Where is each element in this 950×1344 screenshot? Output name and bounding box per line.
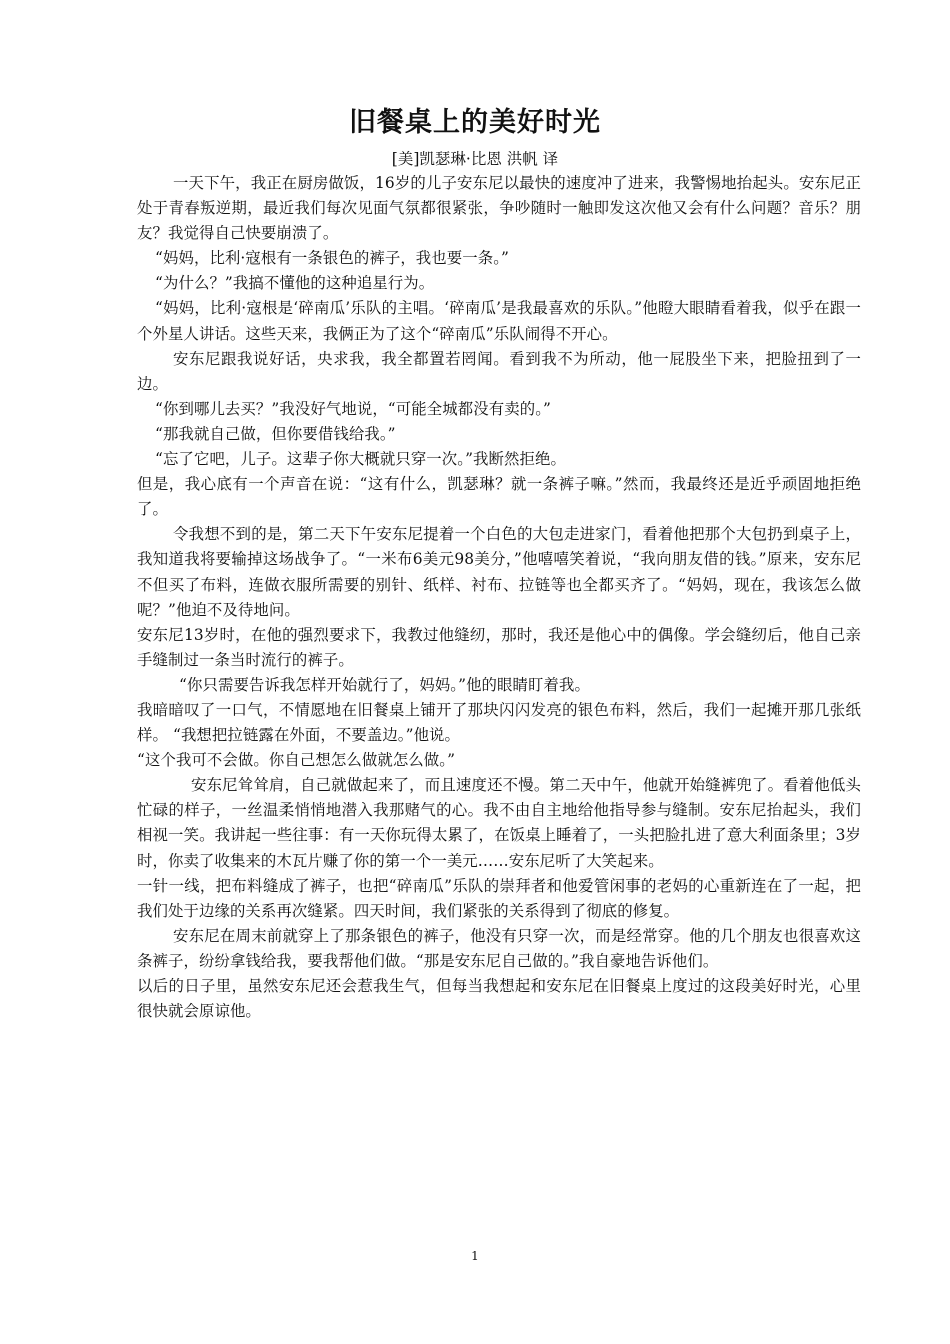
paragraph: 安东尼在周末前就穿上了那条银色的裤子，他没有只穿一次，而是经常穿。他的几个朋友也很喜欢这条裤子，纷纷拿钱给我，要我帮他们做。“那是安东尼自己做的。”我自豪地告诉他们。 (137, 926, 861, 970)
paragraph: 一针一线，把布料缝成了裤子，也把“碎南瓜”乐队的崇拜者和他爱管闲事的老妈的心重新连在了一起，把我们处于边缘的关系再次缝紧。四天时间，我们紧张的关系得到了彻底的修复。 (137, 876, 861, 920)
paragraph: 以后的日子里，虽然安东尼还会惹我生气，但每当我想起和安东尼在旧餐桌上度过的这段美好时光，心里很快就会原谅他。 (137, 977, 861, 1021)
paragraph: “那我就自己做，但你要借钱给我。” (155, 424, 396, 443)
paragraph: “为什么？”我搞不懂他的这种追星行为。 (155, 274, 435, 293)
paragraph: 安东尼13岁时，在他的强烈要求下，我教过他缝纫，那时，我还是他心中的偶像。学会缝纫后，他自己亲手缝制过一条当时流行的裤子。 (137, 625, 861, 669)
paragraph: 一天下午，我正在厨房做饭，16岁的儿子安东尼以最快的速度冲了进来，我警惕地抬起头。安东尼正处于青春叛逆期，最近我们每次见面气氛都很紧张，争吵随时一触即发这次他又会有什么问题？音乐？朋友？我觉得自己快要崩溃了。 (137, 174, 861, 243)
author-translator-byline: [美]凯瑟琳·比恩 洪帆 译 (391, 150, 559, 168)
paragraph: “妈妈，比利·寇根有一条银色的裤子，我也要一条。” (155, 249, 510, 268)
paragraph: “妈妈，比利·寇根是‘碎南瓜’乐队的主唱。‘碎南瓜’是我最喜欢的乐队。”他瞪大眼睛看着我，似乎在跟一个外星人讲话。这些天来，我俩正为了这个“碎南瓜”乐队闹得不开心。 (137, 299, 861, 343)
paragraph: “忘了它吧，儿子。这辈子你大概就只穿一次。”我断然拒绝。 (155, 450, 566, 469)
paragraph: 我暗暗叹了一口气，不情愿地在旧餐桌上铺开了那块闪闪发亮的银色布料，然后，我们一起摊开那几张纸样。 “我想把拉链露在外面，不要盖边。”他说。 (137, 700, 861, 745)
paragraph: “你只需要告诉我怎样开始就行了，妈妈。”他的眼睛盯着我。 (179, 675, 590, 694)
paragraph: 安东尼耸耸肩，自己就做起来了，而且速度还不慢。第二天中午，他就开始缝裤兜了。看着他低头忙碌的样子，一丝温柔悄悄地潜入我那赌气的心。我不由自主地给他指导参与缝制。安东尼抬起头，我们相视一笑。我讲起一些往事：有一天你玩得太累了，在饭桌上睡着了，一头把脸扎进了意大利面条里；3岁时，你卖了收集来的木瓦片赚了你的第一个一美元……安东尼听了大笑起来。 (137, 776, 861, 870)
paragraph: 安东尼跟我说好话，央求我，我全都置若罔闻。看到我不为所动，他一屁股坐下来，把脸扭到了一边。 (137, 349, 861, 393)
paragraph: “你到哪儿去买？”我没好气地说，“可能全城都没有卖的。” (155, 399, 551, 418)
document-title: 旧餐桌上的美好时光 (349, 107, 601, 138)
paragraph: 但是，我心底有一个声音在说：“这有什么，凯瑟琳？就一条裤子嘛。”然而，我最终还是近乎顽固地拒绝了。 (137, 475, 861, 519)
article-body (137, 171, 861, 1024)
page-number: 1 (471, 1249, 479, 1263)
paragraph: 令我想不到的是，第二天下午安东尼提着一个白色的大包走进家门，看着他把那个大包扔到桌子上，我知道我将要输掉这场战争了。“一米布6美元98美分，”他嘻嘻笑着说，“我向朋友借的钱。”原来，安东尼不但买了布料，连做衣服所需要的别针、纸样、衬布、拉链等也全都买齐了。“妈妈，现在，我该怎么做呢？”他迫不及待地问。 (137, 525, 861, 619)
paragraph: “这个我可不会做。你自己想怎么做就怎么做。” (137, 751, 456, 770)
